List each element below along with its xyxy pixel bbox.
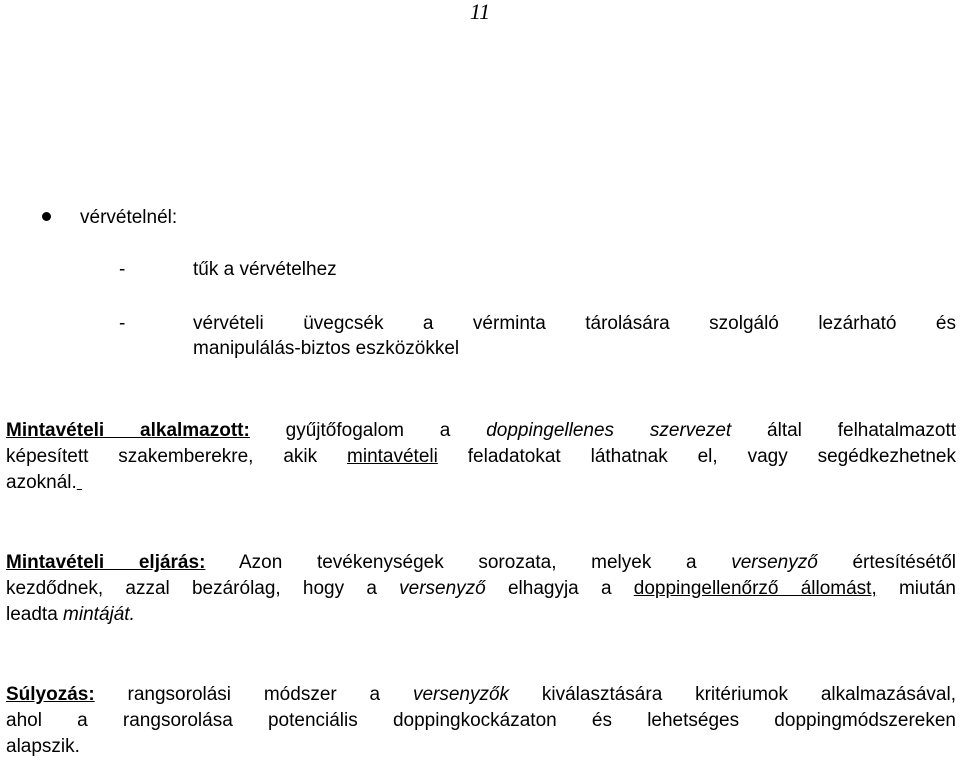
definition-text: miután xyxy=(876,578,956,599)
term-reference: doppingellenes szervezet xyxy=(486,420,732,441)
sub-item-tuk: tűk a vérvételhez xyxy=(193,259,337,280)
definition-mintaveteli-eljaras xyxy=(6,550,956,628)
term-reference: versenyző xyxy=(731,552,818,573)
term-mintaveteli-eljaras: Mintavételi eljárás: xyxy=(6,552,206,573)
definition-text: által felhatalmazott xyxy=(731,420,957,441)
definition-text: elhagyja a xyxy=(485,578,634,599)
definition-line xyxy=(6,708,956,734)
definition-text: kezdődnek, azzal bezárólag, hogy a xyxy=(6,578,400,599)
term-sulyozas: Súlyozás: xyxy=(6,684,95,705)
sub-item-uvegcsek-line2: manipulálás-biztos eszközökkel xyxy=(193,338,460,359)
definition-text: leadta xyxy=(6,604,64,625)
underline-mark xyxy=(77,472,82,493)
definition-mintaveteli-alkalmazott xyxy=(6,418,956,496)
term-mintaveteli-alkalmazott: Mintavételi alkalmazott: xyxy=(6,420,250,441)
definition-line xyxy=(6,444,956,470)
definition-text: feladatokat láthatnak el, vagy segédkezhetnek xyxy=(437,446,956,467)
term-link-doppingellenorzo-allomas: doppingellenőrző állomást, xyxy=(633,578,877,599)
definition-text: kiválasztására kritériumok alkalmazásával, xyxy=(509,684,956,705)
term-reference: mintáját. xyxy=(63,604,135,625)
definition-line xyxy=(6,550,956,576)
definition-text: rangsorolási módszer a xyxy=(94,684,413,705)
definition-line xyxy=(6,602,956,628)
term-reference: versenyző xyxy=(399,578,486,599)
definition-text: azoknál. xyxy=(6,472,77,493)
dash-icon: - xyxy=(119,313,126,334)
definition-text: képesített szakemberekre, akik xyxy=(6,446,348,467)
bullet-item-vervetel: vérvételnél: xyxy=(80,207,178,228)
page-number: 11 xyxy=(469,0,491,24)
dash-icon: - xyxy=(119,259,126,280)
definition-line xyxy=(6,576,956,602)
definition-sulyozas xyxy=(6,682,956,760)
definition-line xyxy=(6,734,956,760)
definition-text: ahol a rangsorolása potenciális doppingkockázaton és lehetséges doppingmódszereken xyxy=(6,710,956,731)
term-reference: versenyzők xyxy=(412,684,510,705)
definition-line xyxy=(6,682,956,708)
definition-line xyxy=(6,418,956,444)
term-link-mintaveteli: mintavételi xyxy=(347,446,438,467)
definition-text: alapszik. xyxy=(6,736,80,757)
sub-item-uvegcsek-line1: vérvételi üvegcsék a vérminta tárolására szolgáló lezárható és xyxy=(193,313,956,334)
bullet-icon xyxy=(42,212,51,221)
definition-text: értesítésétől xyxy=(817,552,956,573)
definition-text: Azon tevékenységek sorozata, melyek a xyxy=(205,552,732,573)
definition-line xyxy=(6,470,956,496)
definition-text: gyűjtőfogalom a xyxy=(249,420,487,441)
